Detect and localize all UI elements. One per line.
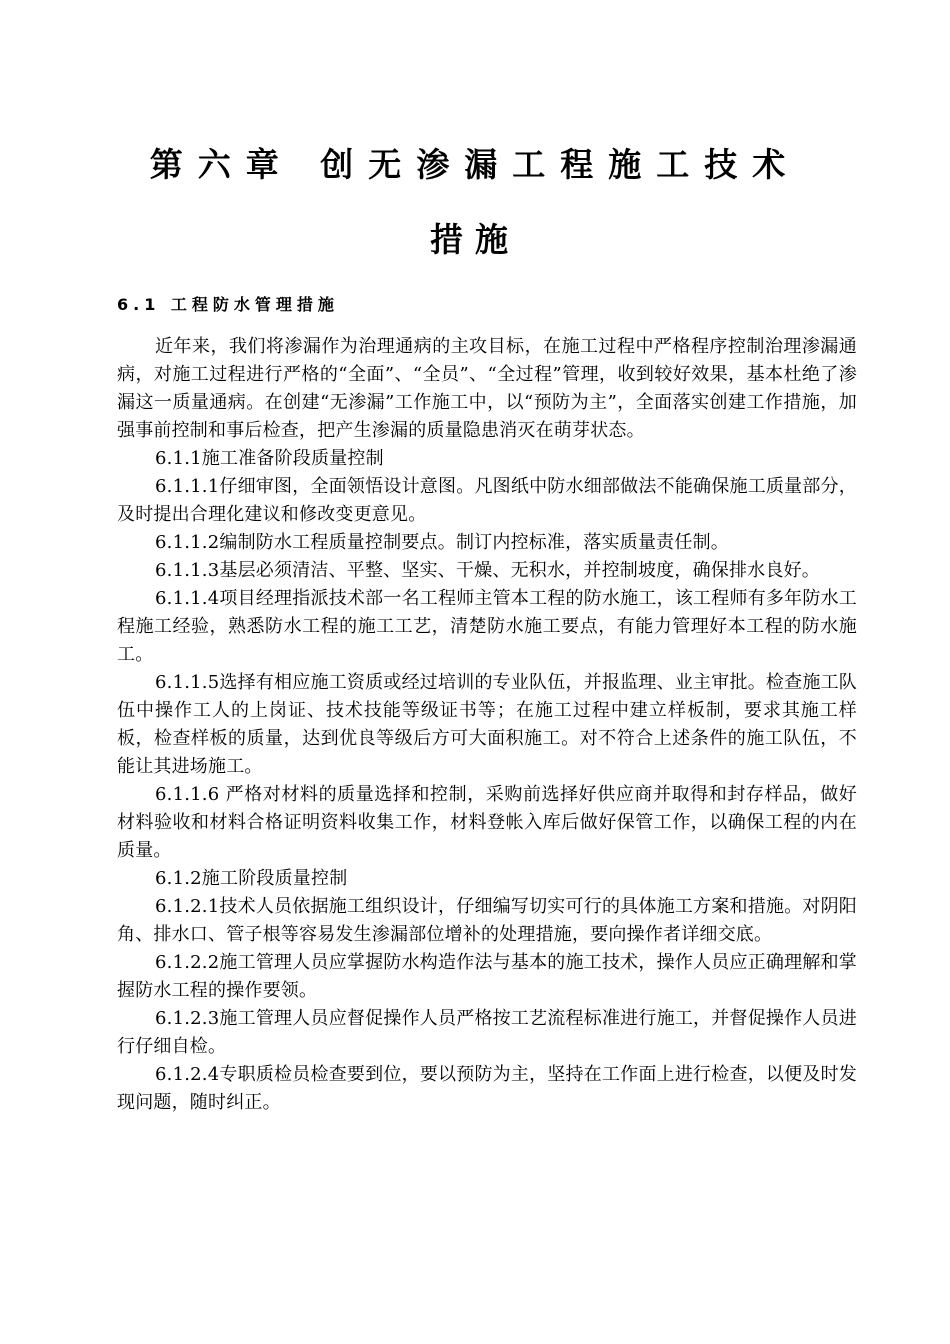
paragraph-6-1-1-4: 6.1.1.4项目经理指派技术部一名工程师主管本工程的防水施工，该工程师有多年防水工程施工经验，熟悉防水工程的施工工艺，清楚防水施工要点，有能力管理好本工程的防水施工。 bbox=[117, 588, 857, 665]
paragraph-6-1-1-6: 6.1.1.6 严格对材料的质量选择和控制，采购前选择好供应商并取得和封存样品，做好材料验收和材料合格证明资料收集工作，材料登帐入库后做好保管工作，以确保工程的内在质量。 bbox=[117, 784, 857, 861]
subsection-heading-6-1-1: 6.1.1施工准备阶段质量控制 bbox=[155, 448, 384, 469]
paragraph-6-1-2-2: 6.1.2.2施工管理人员应掌握防水构造作法与基本的施工技术，操作人员应正确理解和掌握防水工程的操作要领。 bbox=[117, 952, 857, 1001]
subsection-heading-6-1-2: 6.1.2施工阶段质量控制 bbox=[155, 868, 348, 889]
section-heading: 6.1 工程防水管理措施 bbox=[117, 295, 339, 314]
body-text bbox=[117, 333, 857, 1117]
paragraph-6-1-2-3: 6.1.2.3施工管理人员应督促操作人员严格按工艺流程标准进行施工，并督促操作人员进行仔细自检。 bbox=[117, 1008, 857, 1057]
chapter-title-line-2: 措施 bbox=[430, 220, 520, 259]
paragraph-6-1-2-4: 6.1.2.4专职质检员检查要到位，要以预防为主，坚持在工作面上进行检查，以便及时发现问题，随时纠正。 bbox=[117, 1064, 857, 1113]
paragraph-6-1-1-3: 6.1.1.3基层必须清洁、平整、坚实、干燥、无积水，并控制坡度，确保排水良好。 bbox=[155, 560, 820, 581]
paragraph-6-1-2-1: 6.1.2.1技术人员依据施工组织设计，仔细编写切实可行的具体施工方案和措施。对阴阳角、排水口、管子根等容易发生渗漏部位增补的处理措施，要向操作者详细交底。 bbox=[117, 896, 857, 945]
paragraph-intro: 近年来，我们将渗漏作为治理通病的主攻目标，在施工过程中严格程序控制治理渗漏通病，对施工过程进行严格的“全面”、“全员”、“全过程”管理，收到较好效果，基本杜绝了渗漏这一质量通病。在创建“无渗漏”工作施工中，以“预防为主”，全面落实创建工作措施，加强事前控制和事后检查，把产生渗漏的质量隐患消灭在萌芽状态。 bbox=[117, 336, 857, 441]
paragraph-6-1-1-5: 6.1.1.5选择有相应施工资质或经过培训的专业队伍，并报监理、业主审批。检查施工队伍中操作工人的上岗证、技术技能等级证书等；在施工过程中建立样板制，要求其施工样板，检查样板的质量，达到优良等级后方可大面积施工。对不符合上述条件的施工队伍，不能让其进场施工。 bbox=[117, 672, 857, 777]
paragraph-6-1-1-2: 6.1.1.2编制防水工程质量控制要点。制订内控标准，落实质量责任制。 bbox=[155, 532, 729, 553]
paragraph-6-1-1-1: 6.1.1.1仔细审图，全面领悟设计意图。凡图纸中防水细部做法不能确保施工质量部分，及时提出合理化建议和修改变更意见。 bbox=[117, 476, 857, 525]
chapter-title-line-1: 第六章 创无渗漏工程施工技术 bbox=[149, 145, 801, 184]
